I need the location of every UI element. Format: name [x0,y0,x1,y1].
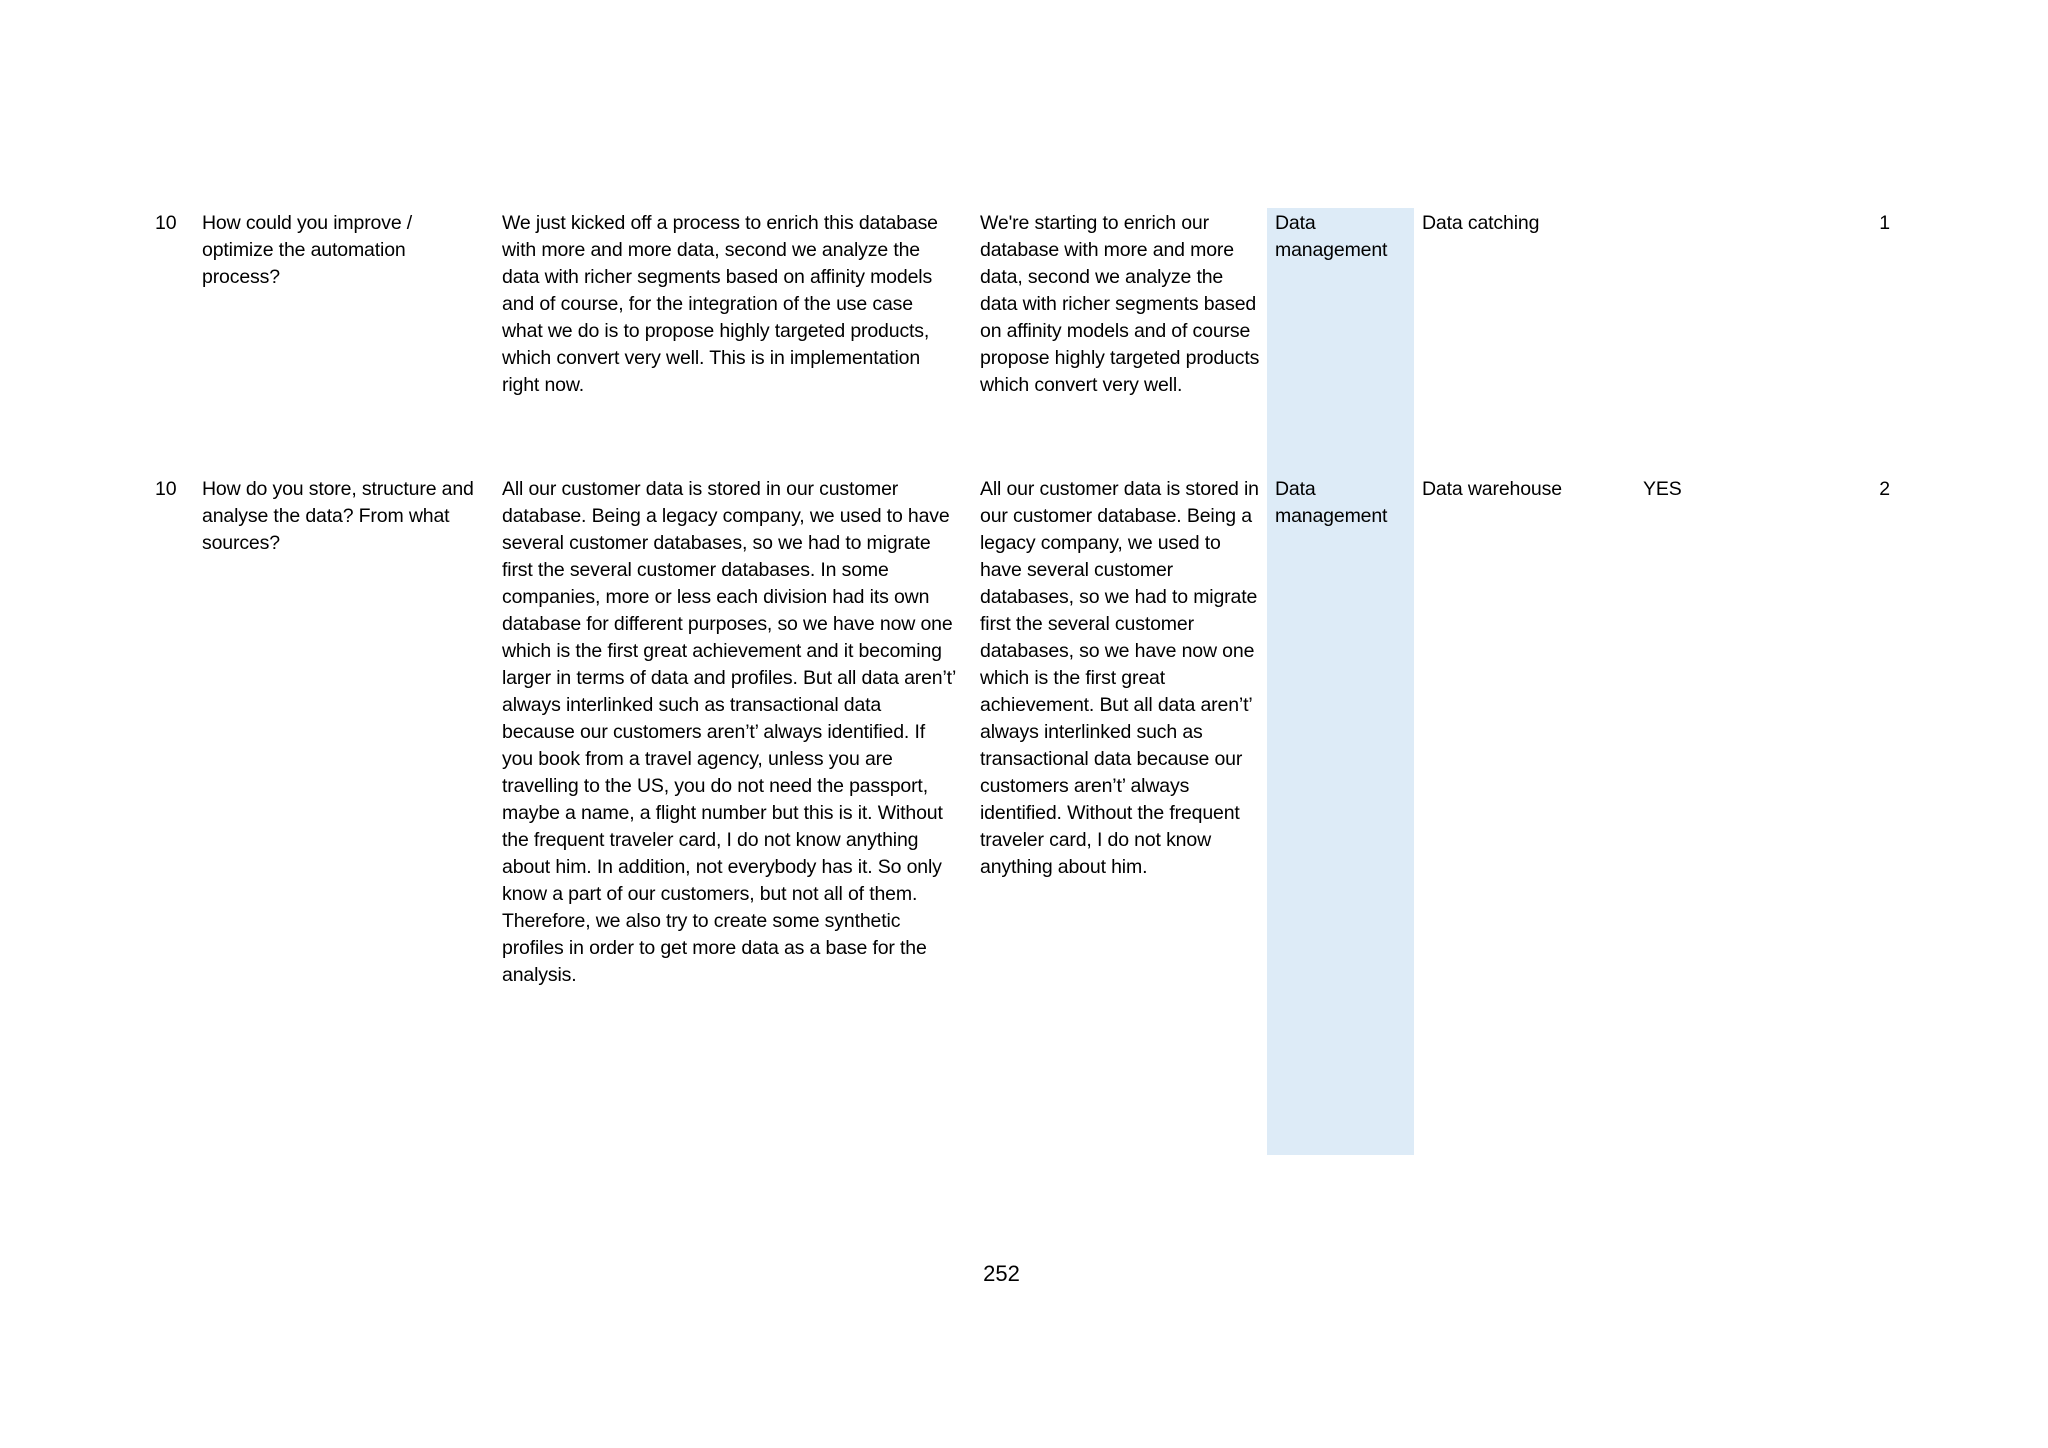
count-value: 1 [1879,212,1890,234]
category-label: Data management [1275,478,1388,527]
page-number: 252 [983,1261,1020,1286]
answer-summary: All our customer data is stored in our customer database. Being a legacy company, we used to have several customer databases, so we had to migrate first the several customer databases, so we have now one which is the first great achievement. But all data aren’t’ always interlinked such as transactional data because our customers aren’t’ always identified. Without the frequent traveler card, I do not know anything about him. [980,478,1259,878]
answer-text: We just kicked off a process to enrich this database with more and more data, second we analyze the data with richer segments based on affinity models and of course, for the integration of the use case what we do is to propose highly targeted products, which convert very well. This is in implementation right now. [502,212,938,396]
question-text: How do you store, structure and analyse the data? From what sources? [202,478,474,554]
answer-summary: We're starting to enrich our database with more and more data, second we analyze the data with richer segments based on affinity models and of course propose highly targeted products which convert very well. [980,212,1260,396]
answer-text: All our customer data is stored in our customer database. Being a legacy company, we used to have several customer databases, so we had to migrate first the several customer databases. In some companies, more or less each division had its own database for different purposes, so we have now one which is the first great achievement and it becoming larger in terms of data and profiles. But all data aren’t’ always interlinked such as transactional data because our customers aren’t’ always identified. If you book from a travel agency, unless you are travelling to the US, you do not need the passport, maybe a name, a flight number but this is it. Without the frequent traveler card, I do not know anything about him. In addition, not everybody has it. So only know a part of our customers, but not all of them. Therefore, we also try to create some synthetic profiles in order to get more data as a base for the analysis. [502,478,956,986]
question-text: How could you improve / optimize the automation process? [202,212,413,288]
category-column-highlight [1267,208,1414,1155]
question-number: 10 [155,478,177,500]
question-number: 10 [155,212,177,234]
flag-value: YES [1643,478,1682,500]
count-value: 2 [1879,478,1890,500]
subcategory-label: Data catching [1422,212,1540,234]
subcategory-label: Data warehouse [1422,478,1562,500]
category-label: Data management [1275,212,1388,261]
